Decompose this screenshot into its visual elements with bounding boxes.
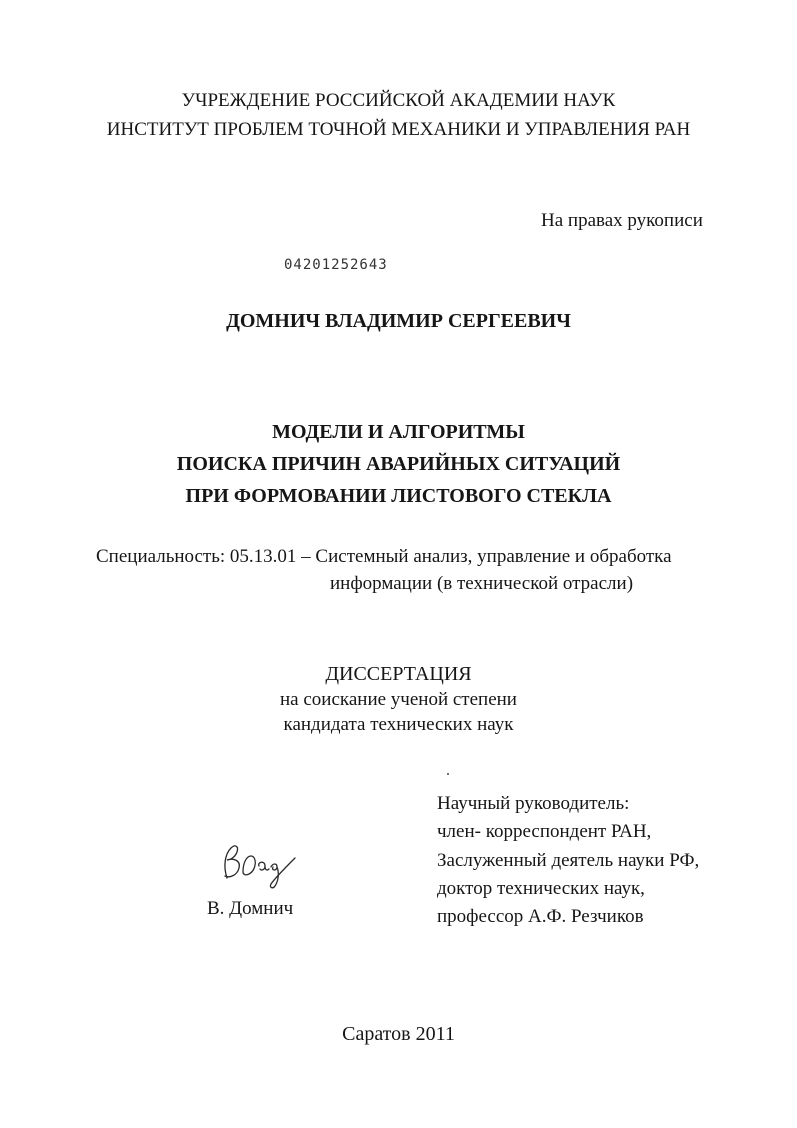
dissertation-title-line-3: ПРИ ФОРМОВАНИИ ЛИСТОВОГО СТЕКЛА (185, 485, 612, 507)
degree-type: ДИССЕРТАЦИЯ (325, 663, 472, 685)
degree-line-1: на соискание ученой степени (280, 689, 517, 710)
supervisor-heading: Научный руководитель: (437, 793, 630, 814)
author-name: ДОМНИЧ ВЛАДИМИР СЕРГЕЕВИЧ (226, 310, 571, 332)
dissertation-title-line-2: ПОИСКА ПРИЧИН АВАРИЙНЫХ СИТУАЦИЙ (176, 453, 621, 475)
dissertation-title-line-1: МОДЕЛИ И АЛГОРИТМЫ (272, 421, 525, 443)
stray-dot (447, 773, 449, 775)
rights-note: На правах рукописи (541, 210, 703, 231)
supervisor-line-4: профессор А.Ф. Резчиков (437, 906, 644, 927)
signature-name: В. Домнич (207, 898, 294, 919)
place-year: Саратов 2011 (342, 1023, 455, 1045)
degree-line-2: кандидата технических наук (283, 714, 514, 735)
registration-number: 04201252643 (284, 257, 388, 273)
institute-line: ИНСТИТУТ ПРОБЛЕМ ТОЧНОЙ МЕХАНИКИ И УПРАВЛЕНИЯ РАН (106, 119, 691, 140)
specialty-line-1: Специальность: 05.13.01 – Системный анализ, управление и обработка (96, 546, 672, 567)
supervisor-line-1: член- корреспондент РАН, (437, 821, 652, 842)
supervisor-line-3: доктор технических наук, (437, 878, 645, 899)
handwritten-signature (213, 838, 305, 890)
specialty-line-2: информации (в технической отрасли) (330, 573, 634, 594)
organization-line: УЧРЕЖДЕНИЕ РОССИЙСКОЙ АКАДЕМИИ НАУК (181, 90, 616, 111)
supervisor-line-2: Заслуженный деятель науки РФ, (437, 850, 700, 871)
